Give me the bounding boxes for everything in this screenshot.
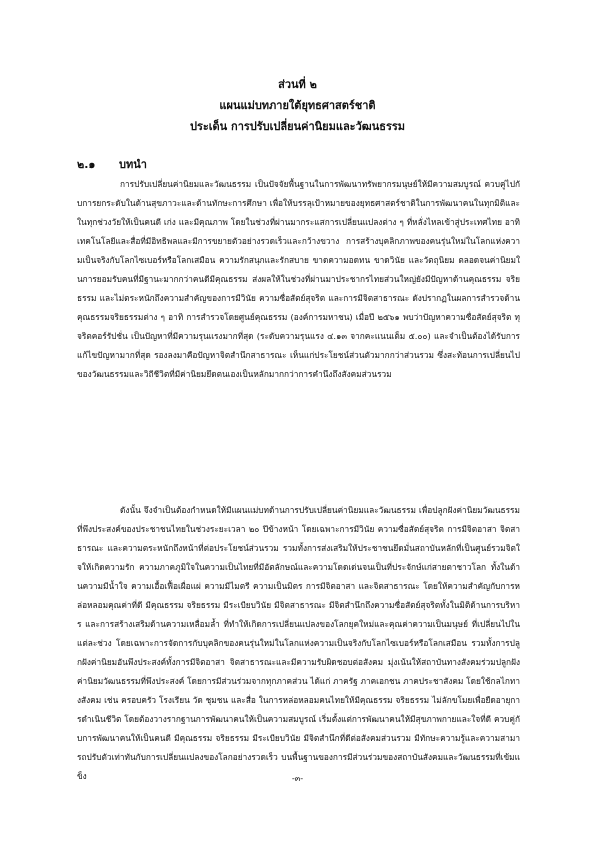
body-paragraph-1: การปรับเปลี่ยนค่านิยมและวัฒนธรรม เป็นปัจจัยพื้นฐานในการพัฒนาทรัพยากรมนุษย์ให้มีความสมบูรณ์ ควบคู่ไปกับการยกระดับในด้านสุขภาวะและด้านทักษะการศึกษา เพื่อให้บรรลุเป้าหมายของยุทธศาสตร์ชาติในการพัฒนาคนในทุกมิติและในทุกช่วงวัยให้เป็นคนดี เก่ง และมีคุณภาพ โดยในช่วงที่ผ่านมากระแสการเปลี่ยนแปลงต่าง ๆ ที่หลั่งไหลเข้าสู่ประเทศไทย อาทิ เทคโนโลยีและสื่อที่มีอิทธิพลและมีการขยายตัวอย่างรวดเร็วและกว้างขวาง การสร้างบุคลิกภาพของคนรุ่นใหม่ในโลกแห่งความเป็นจริงกับโลกไซเบอร์หรือโลกเสมือน ความรักสนุกและรักสบาย ขาดความอดทน ขาดวินัย และวัตถุนิยม ตลอดจนค่านิยมในการยอมรับคนที่มีฐานะมากกว่าคนดีมีคุณธรรม ส่งผลให้ในช่วงที่ผ่านมาประชากรไทยส่วนใหญ่ยังมีปัญหาด้านคุณธรรม จริยธรรม และไม่ตระหนักถึงความสำคัญของการมีวินัย ความซื่อสัตย์สุจริต และการมีจิตสาธารณะ ดังปรากฏในผลการสำรวจด้านคุณธรรมจริยธรรมต่าง ๆ อาทิ การสำรวจโดยศูนย์คุณธรรม (องค์การมหาชน) เมื่อปี ๒๕๖๑ พบว่าปัญหาความซื่อสัตย์สุจริต ทุจริตคอร์รัปชั่น เป็นปัญหาที่มีความรุนแรงมากที่สุด (ระดับความรุนแรง ๔.๑๓ จากคะแนนเต็ม ๕.๐๐) และจำเป็นต้องได้รับการแก้ไขปัญหามากที่สุด รองลงมาคือปัญหาจิตสำนึกสาธารณะ เห็นแก่ประโยชน์ส่วนตัวมากกว่าส่วนรวม ซึ่งสะท้อนการเปลี่ยนไปของวัฒนธรรมและวิถีชีวิตที่มีค่านิยมยึดตนเองเป็นหลักมากกว่าการคำนึงถึงสังคมส่วนรวม — [77, 179, 520, 379]
plan-subtitle: ประเด็น การปรับเปลี่ยนค่านิยมและวัฒนธรรม — [189, 120, 406, 133]
part-heading: ส่วนที่ ๒ — [278, 78, 317, 91]
page-number: -๓- — [291, 774, 304, 783]
body-paragraph-2: ดังนั้น จึงจำเป็นต้องกำหนดให้มีแผนแม่บทด้านการปรับเปลี่ยนค่านิยมและวัฒนธรรม เพื่อปลูกฝังค่านิยมวัฒนธรรมที่พึงประสงค์ของประชาชนไทยในช่วงระยะเวลา ๒๐ ปีข้างหน้า โดยเฉพาะการมีวินัย ความซื่อสัตย์สุจริต การมีจิตอาสา จิตสาธารณะ และความตระหนักถึงหน้าที่ต่อประโยชน์ส่วนรวม รวมทั้งการส่งเสริมให้ประชาชนยึดมั่นสถาบันหลักที่เป็นศูนย์รวมจิตใจให้เกิดความรัก ความภาคภูมิใจในความเป็นไทยที่มีอัตลักษณ์และความโดดเด่นจนเป็นที่ประจักษ์แก่สายตาชาวโลก ทั้งในด้านความมีน้ำใจ ความเอื้อเฟื้อเผื่อแผ่ ความมีไมตรี ความเป็นมิตร การมีจิตอาสา และจิตสาธารณะ โดยให้ความสำคัญกับการหล่อหลอมคุณค่าที่ดี มีคุณธรรม จริยธรรม มีระเบียบวินัย มีจิตสาธารณะ มีจิตสำนึกถึงความซื่อสัตย์สุจริตทั้งในมิติด้านการบริหาร และการสร้างเสริมด้านความเหลื่อมล้ำ ที่ทำให้เกิดการเปลี่ยนแปลงของโลกยุคใหม่และคุณค่าความเป็นมนุษย์ ที่เปลี่ยนไปในแต่ละช่วง โดยเฉพาะการจัดการกับบุคลิกของคนรุ่นใหม่ในโลกแห่งความเป็นจริงกับโลกไซเบอร์หรือโลกเสมือน รวมทั้งการปลูกฝังค่านิยมอันพึงประสงค์ทั้งการมีจิตอาสา จิตสาธารณะและมีความรับผิดชอบต่อสังคม มุ่งเน้นให้สถาบันทางสังคมร่วมปลูกฝังค่านิยมวัฒนธรรมที่พึงประสงค์ โดยการมีส่วนร่วมจากทุกภาคส่วน ได้แก่ ภาครัฐ ภาคเอกชน ภาคประชาสังคม โดยใช้กลไกทางสังคม เช่น ครอบครัว โรงเรียน วัด ชุมชน และสื่อ ในการหล่อหลอมคนไทยให้มีคุณธรรม จริยธรรม ไม่ลักขโมยเพื่อยืดอายุการดำเนินชีวิต โดยต้องวางรากฐานการพัฒนาคนให้เป็นความสมบูรณ์ เริ่มตั้งแต่การพัฒนาคนให้มีสุขภาพกายและใจที่ดี ควบคู่กับการพัฒนาคนให้เป็นคนดี มีคุณธรรม จริยธรรม มีระเบียบวินัย มีจิตสำนึกที่ดีต่อสังคมส่วนรวม มีทักษะความรู้และความสามารถปรับตัวเท่าทันกับการเปลี่ยนแปลงของโลกอย่างรวดเร็ว บนพื้นฐานของการมีส่วนร่วมของสถาบันสังคมและวัฒนธรรมที่เข้มแข็ง — [77, 505, 520, 781]
plan-title: แผนแม่บทภายใต้ยุทธศาสตร์ชาติ — [219, 99, 376, 112]
section-heading — [77, 155, 147, 173]
section-title: บทนำ — [119, 158, 147, 171]
section-number: ๒.๑ — [77, 158, 96, 171]
